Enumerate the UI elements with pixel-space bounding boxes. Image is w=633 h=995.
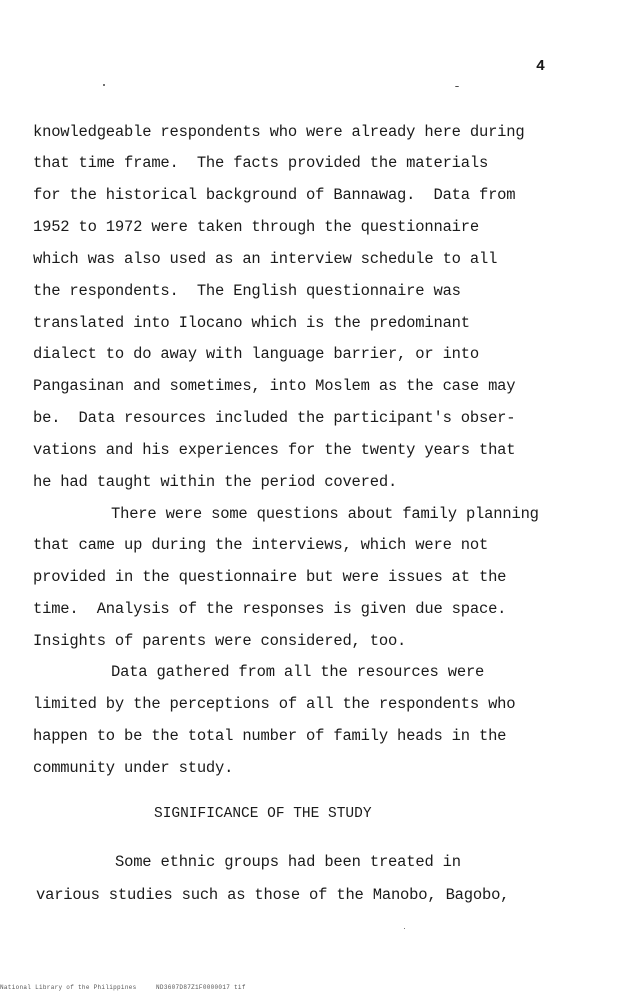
text-line: knowledgeable respondents who were already here during [33,123,525,141]
text-line: community under study. [33,759,234,777]
page-number: 4 [536,58,546,75]
text-line: time. Analysis of the responses is given due space. [33,600,507,618]
text-line: There were some questions about family planning [111,505,539,523]
text-line: Insights of parents were considered, too. [33,632,407,650]
scan-speck [455,86,459,87]
text-line: the respondents. The English questionnaire was [33,282,461,300]
text-line: happen to be the total number of family heads in the [33,727,507,745]
text-line: for the historical background of Bannawag. Data from [33,186,516,204]
text-line: be. Data resources included the participant's obser- [33,409,516,427]
text-line: various studies such as those of the Manobo, Bagobo, [36,886,510,904]
scan-footer: National Library of the Philippines ND3607D87Z1F0000017 tif [0,984,246,991]
text-line: vations and his experiences for the twenty years that [33,441,516,459]
text-line: Some ethnic groups had been treated in [115,853,461,871]
text-line: Pangasinan and sometimes, into Moslem as the case may [33,377,516,395]
text-line: limited by the perceptions of all the respondents who [33,695,516,713]
text-line: dialect to do away with language barrier, or into [33,345,479,363]
text-line: that came up during the interviews, which were not [33,536,489,554]
section-heading: SIGNIFICANCE OF THE STUDY [154,806,372,822]
scan-speck [404,928,405,929]
text-line: he had taught within the period covered. [33,473,398,491]
text-line: translated into Ilocano which is the predominant [33,314,470,332]
scan-speck [103,84,105,86]
text-line: 1952 to 1972 were taken through the questionnaire [33,218,479,236]
text-line: Data gathered from all the resources were [111,663,485,681]
text-line: which was also used as an interview schedule to all [33,250,498,268]
text-line: that time frame. The facts provided the materials [33,154,489,172]
text-line: provided in the questionnaire but were issues at the [33,568,507,586]
